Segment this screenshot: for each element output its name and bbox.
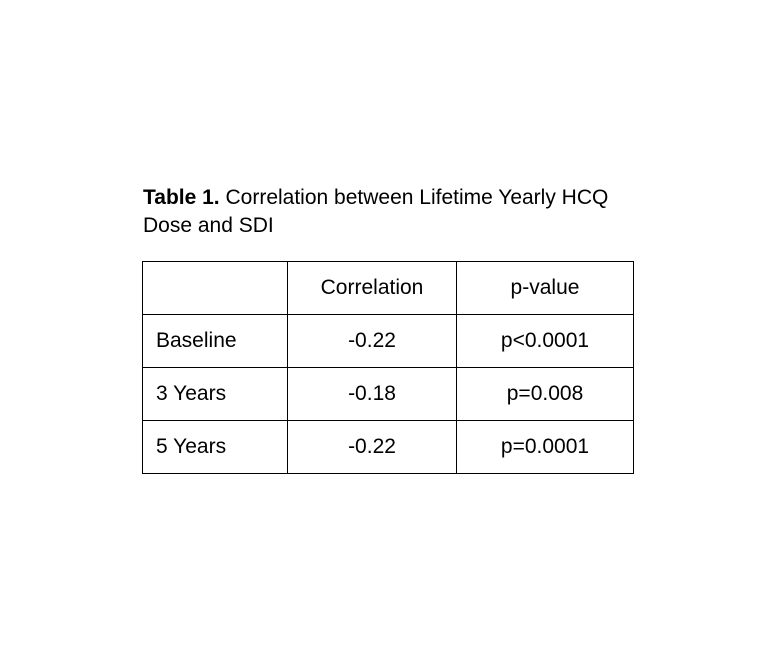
row-label-cell: 5 Years <box>143 421 288 474</box>
p-value-cell: p=0.0001 <box>457 421 634 474</box>
table-caption-text: Correlation between Lifetime Yearly HCQ Dose and SDI <box>143 186 609 237</box>
table-row <box>143 368 634 421</box>
header-cell-p-value: p-value <box>457 262 634 315</box>
correlation-table <box>142 261 634 474</box>
p-value-cell: p<0.0001 <box>457 315 634 368</box>
header-cell-empty <box>143 262 288 315</box>
table-row <box>143 315 634 368</box>
row-label-cell: Baseline <box>143 315 288 368</box>
table-header-row <box>143 262 634 315</box>
header-cell-correlation: Correlation <box>288 262 457 315</box>
table-caption-label: Table 1. <box>143 186 220 209</box>
p-value-cell: p=0.008 <box>457 368 634 421</box>
table-caption <box>143 184 643 240</box>
correlation-cell: -0.22 <box>288 421 457 474</box>
row-label-cell: 3 Years <box>143 368 288 421</box>
correlation-cell: -0.22 <box>288 315 457 368</box>
correlation-cell: -0.18 <box>288 368 457 421</box>
table-row <box>143 421 634 474</box>
